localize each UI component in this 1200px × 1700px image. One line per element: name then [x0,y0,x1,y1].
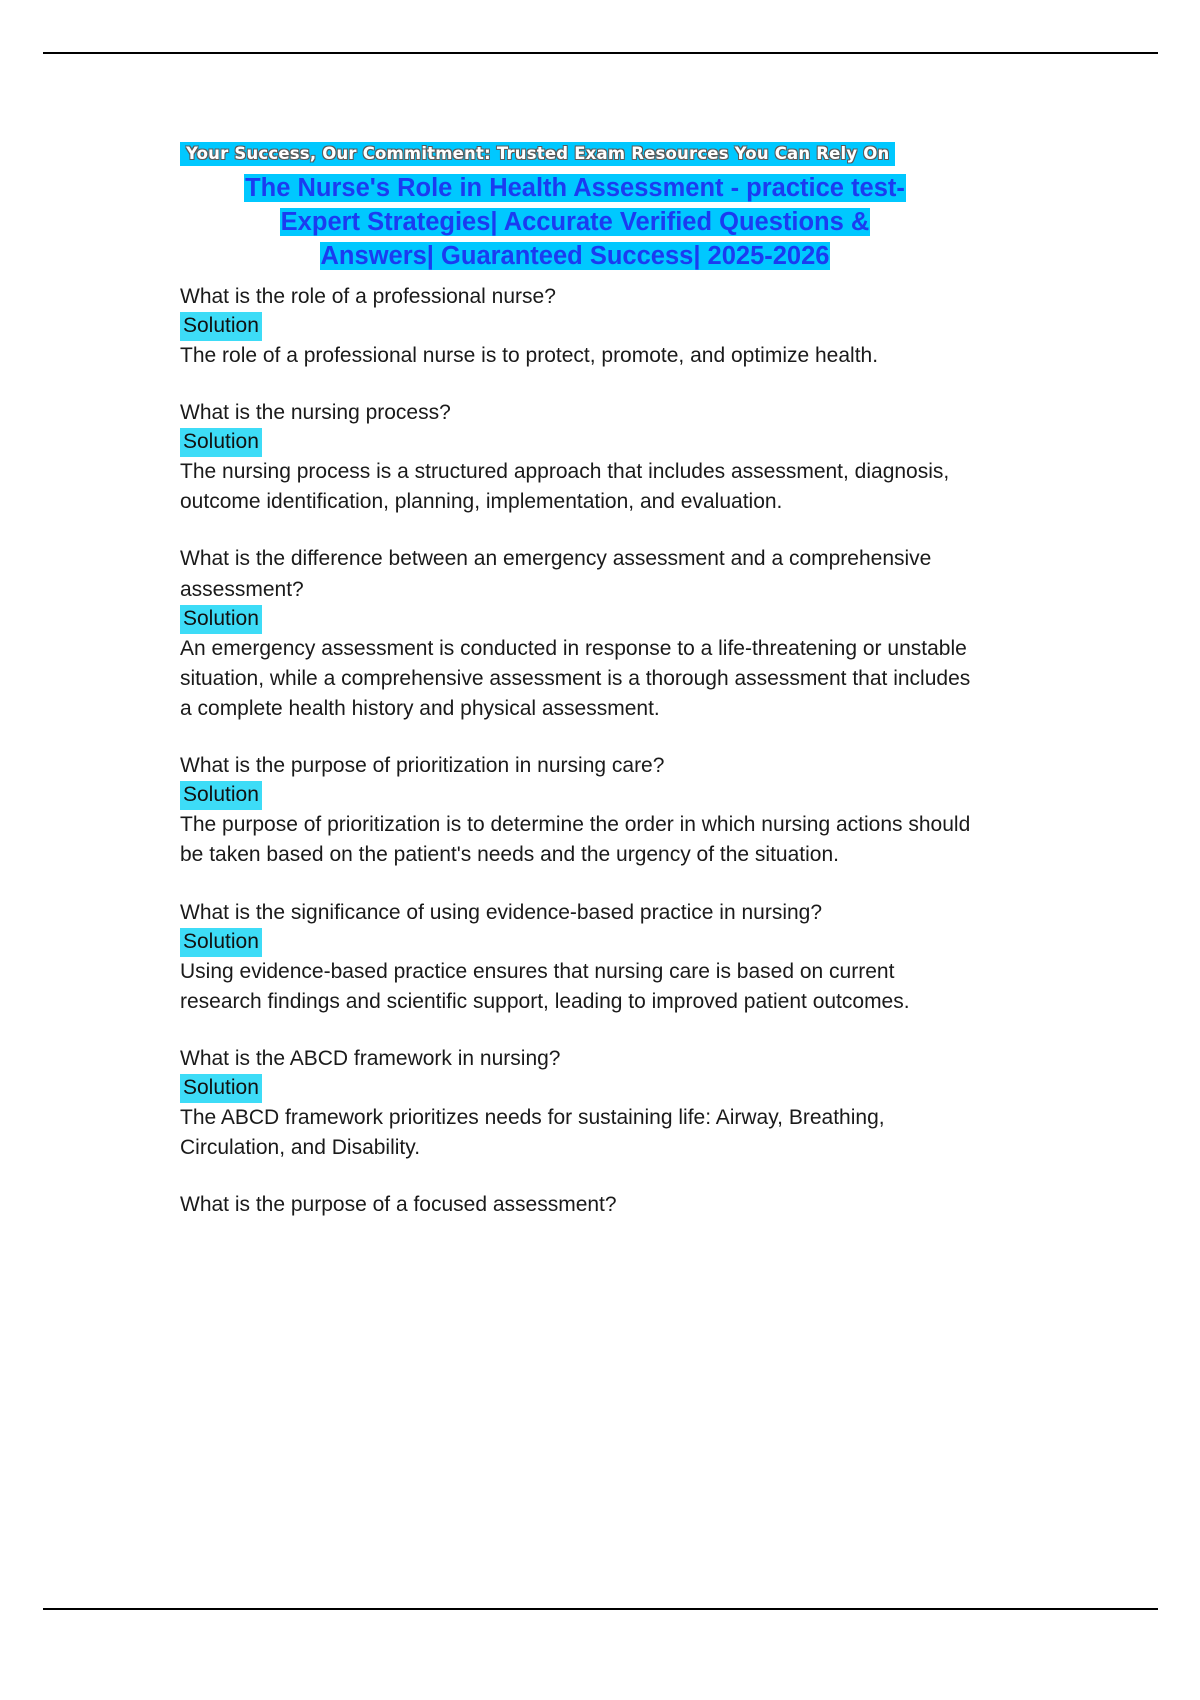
document-content [180,142,1020,1221]
qa-spacer [180,1017,980,1044]
solution-label: Solution [180,428,262,457]
title-line-3-text: Answers| Guaranteed Success| 2025-2026 [320,241,830,270]
qa-item [180,1044,980,1163]
solution-row [180,928,980,957]
question-text: What is the nursing process? [180,400,451,424]
answer-text: An emergency assessment is conducted in response to a life-threatening or unstable situation, while a comprehensive assessment is a thorough assessment that includes a complete health history and physical assessment. [180,636,971,720]
title-line-2-text: Expert Strategies| Accurate Verified Questions & [280,207,870,236]
solution-row [180,605,980,634]
answer-text: Using evidence-based practice ensures that nursing care is based on current research findings and scientific support, leading to improved patient outcomes. [180,959,910,1013]
answer-text: The purpose of prioritization is to determine the order in which nursing actions should be taken based on the patient's needs and the urgency of the situation. [180,813,971,867]
answer-text: The ABCD framework prioritizes needs for sustaining life: Airway, Breathing, Circulation, and Disability. [180,1106,885,1160]
answer-text: The nursing process is a structured approach that includes assessment, diagnosis, outcome identification, planning, implementation, and evaluation. [180,459,950,514]
qa-spacer [180,517,980,544]
solution-label: Solution [180,1074,262,1103]
answer-text: The role of a professional nurse is to protect, promote, and optimize health. [180,343,879,367]
qa-item [180,282,980,371]
trailing-question-text: What is the purpose of a focused assessment? [180,1193,617,1217]
qa-item [180,544,980,724]
solution-label: Solution [180,605,262,634]
question-text: What is the significance of using evidence-based practice in nursing? [180,900,823,924]
promo-banner: Your Success, Our Commitment: Trusted Exam Resources You Can Rely On [180,142,895,166]
qa-item [180,398,980,517]
qa-list [180,282,980,1221]
solution-label: Solution [180,781,262,810]
footer-divider-line [43,1608,1158,1610]
solution-row [180,312,980,341]
question-text: What is the role of a professional nurse? [180,284,556,308]
question-text: What is the difference between an emergency assessment and a comprehensive assessment? [180,547,932,601]
qa-item [180,898,980,1017]
document-title [180,172,970,274]
solution-row [180,781,980,810]
solution-row [180,1074,980,1103]
header-divider-line [43,52,1158,54]
title-line-3 [180,240,970,274]
title-line-1 [180,172,970,206]
title-line-2 [180,206,970,240]
title-line-1-text: The Nurse's Role in Health Assessment - practice test- [245,174,905,202]
qa-spacer [180,724,980,751]
qa-spacer [180,371,980,398]
solution-row [180,428,980,457]
solution-label: Solution [180,928,262,957]
question-text: What is the purpose of prioritization in nursing care? [180,754,665,778]
qa-spacer [180,1163,980,1190]
qa-spacer [180,871,980,898]
qa-item [180,751,980,870]
question-text: What is the ABCD framework in nursing? [180,1047,561,1071]
solution-label: Solution [180,312,262,341]
